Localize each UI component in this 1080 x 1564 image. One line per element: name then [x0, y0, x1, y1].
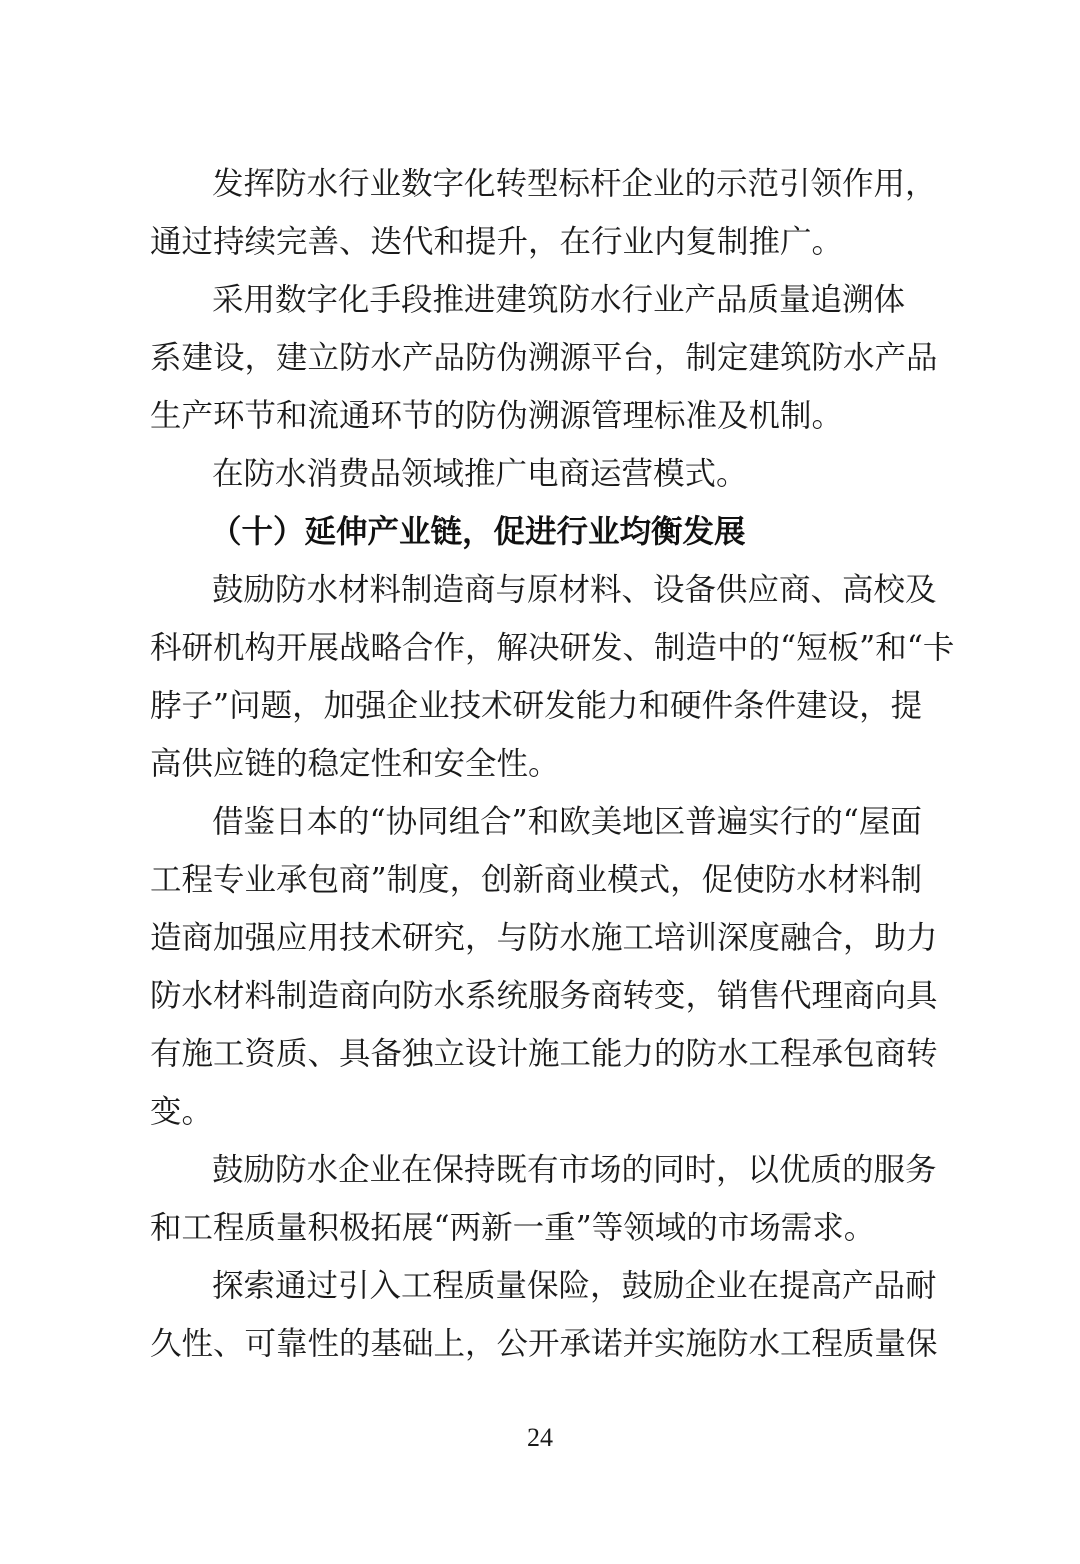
- paragraph-line: 系建设，建立防水产品防伪溯源平台，制定建筑防水产品: [150, 340, 938, 376]
- paragraph-line: 鼓励防水企业在保持既有市场的同时，以优质的服务: [212, 1152, 937, 1188]
- paragraph-line: 发挥防水行业数字化转型标杆企业的示范引领作用，: [212, 166, 937, 202]
- paragraph-line: 防水材料制造商向防水系统服务商转变，销售代理商向具: [150, 978, 938, 1014]
- paragraph-line: 采用数字化手段推进建筑防水行业产品质量追溯体: [212, 282, 906, 318]
- paragraph-line: 探索通过引入工程质量保险，鼓励企业在提高产品耐: [212, 1268, 937, 1304]
- paragraph-line: 生产环节和流通环节的防伪溯源管理标准及机制。: [150, 398, 844, 434]
- paragraph-line: 通过持续完善、迭代和提升，在行业内复制推广。: [150, 224, 844, 260]
- section-heading: （十）延伸产业链，促进行业均衡发展: [210, 513, 746, 550]
- paragraph-line: 脖子”问题，加强企业技术研发能力和硬件条件建设，提: [150, 688, 923, 724]
- paragraph-line: 科研机构开展战略合作，解决研发、制造中的“短板”和“卡: [150, 630, 955, 666]
- paragraph-line: 变。: [150, 1094, 214, 1130]
- paragraph-line: 在防水消费品领域推广电商运营模式。: [212, 456, 748, 492]
- paragraph-line: 借鉴日本的“协同组合”和欧美地区普遍实行的“屋面: [212, 804, 922, 840]
- paragraph-line: 鼓励防水材料制造商与原材料、设备供应商、高校及: [212, 572, 937, 608]
- paragraph-line: 高供应链的稳定性和安全性。: [150, 746, 560, 782]
- paragraph-line: 造商加强应用技术研究，与防水施工培训深度融合，助力: [150, 920, 938, 956]
- paragraph-line: 和工程质量积极拓展“两新一重”等领域的市场需求。: [150, 1210, 876, 1246]
- paragraph-line: 久性、可靠性的基础上，公开承诺并实施防水工程质量保: [150, 1326, 938, 1362]
- paragraph-line: 有施工资质、具备独立设计施工能力的防水工程承包商转: [150, 1036, 938, 1072]
- page-number: 24: [527, 1423, 553, 1452]
- paragraph-line: 工程专业承包商”制度，创新商业模式，促使防水材料制: [150, 862, 923, 898]
